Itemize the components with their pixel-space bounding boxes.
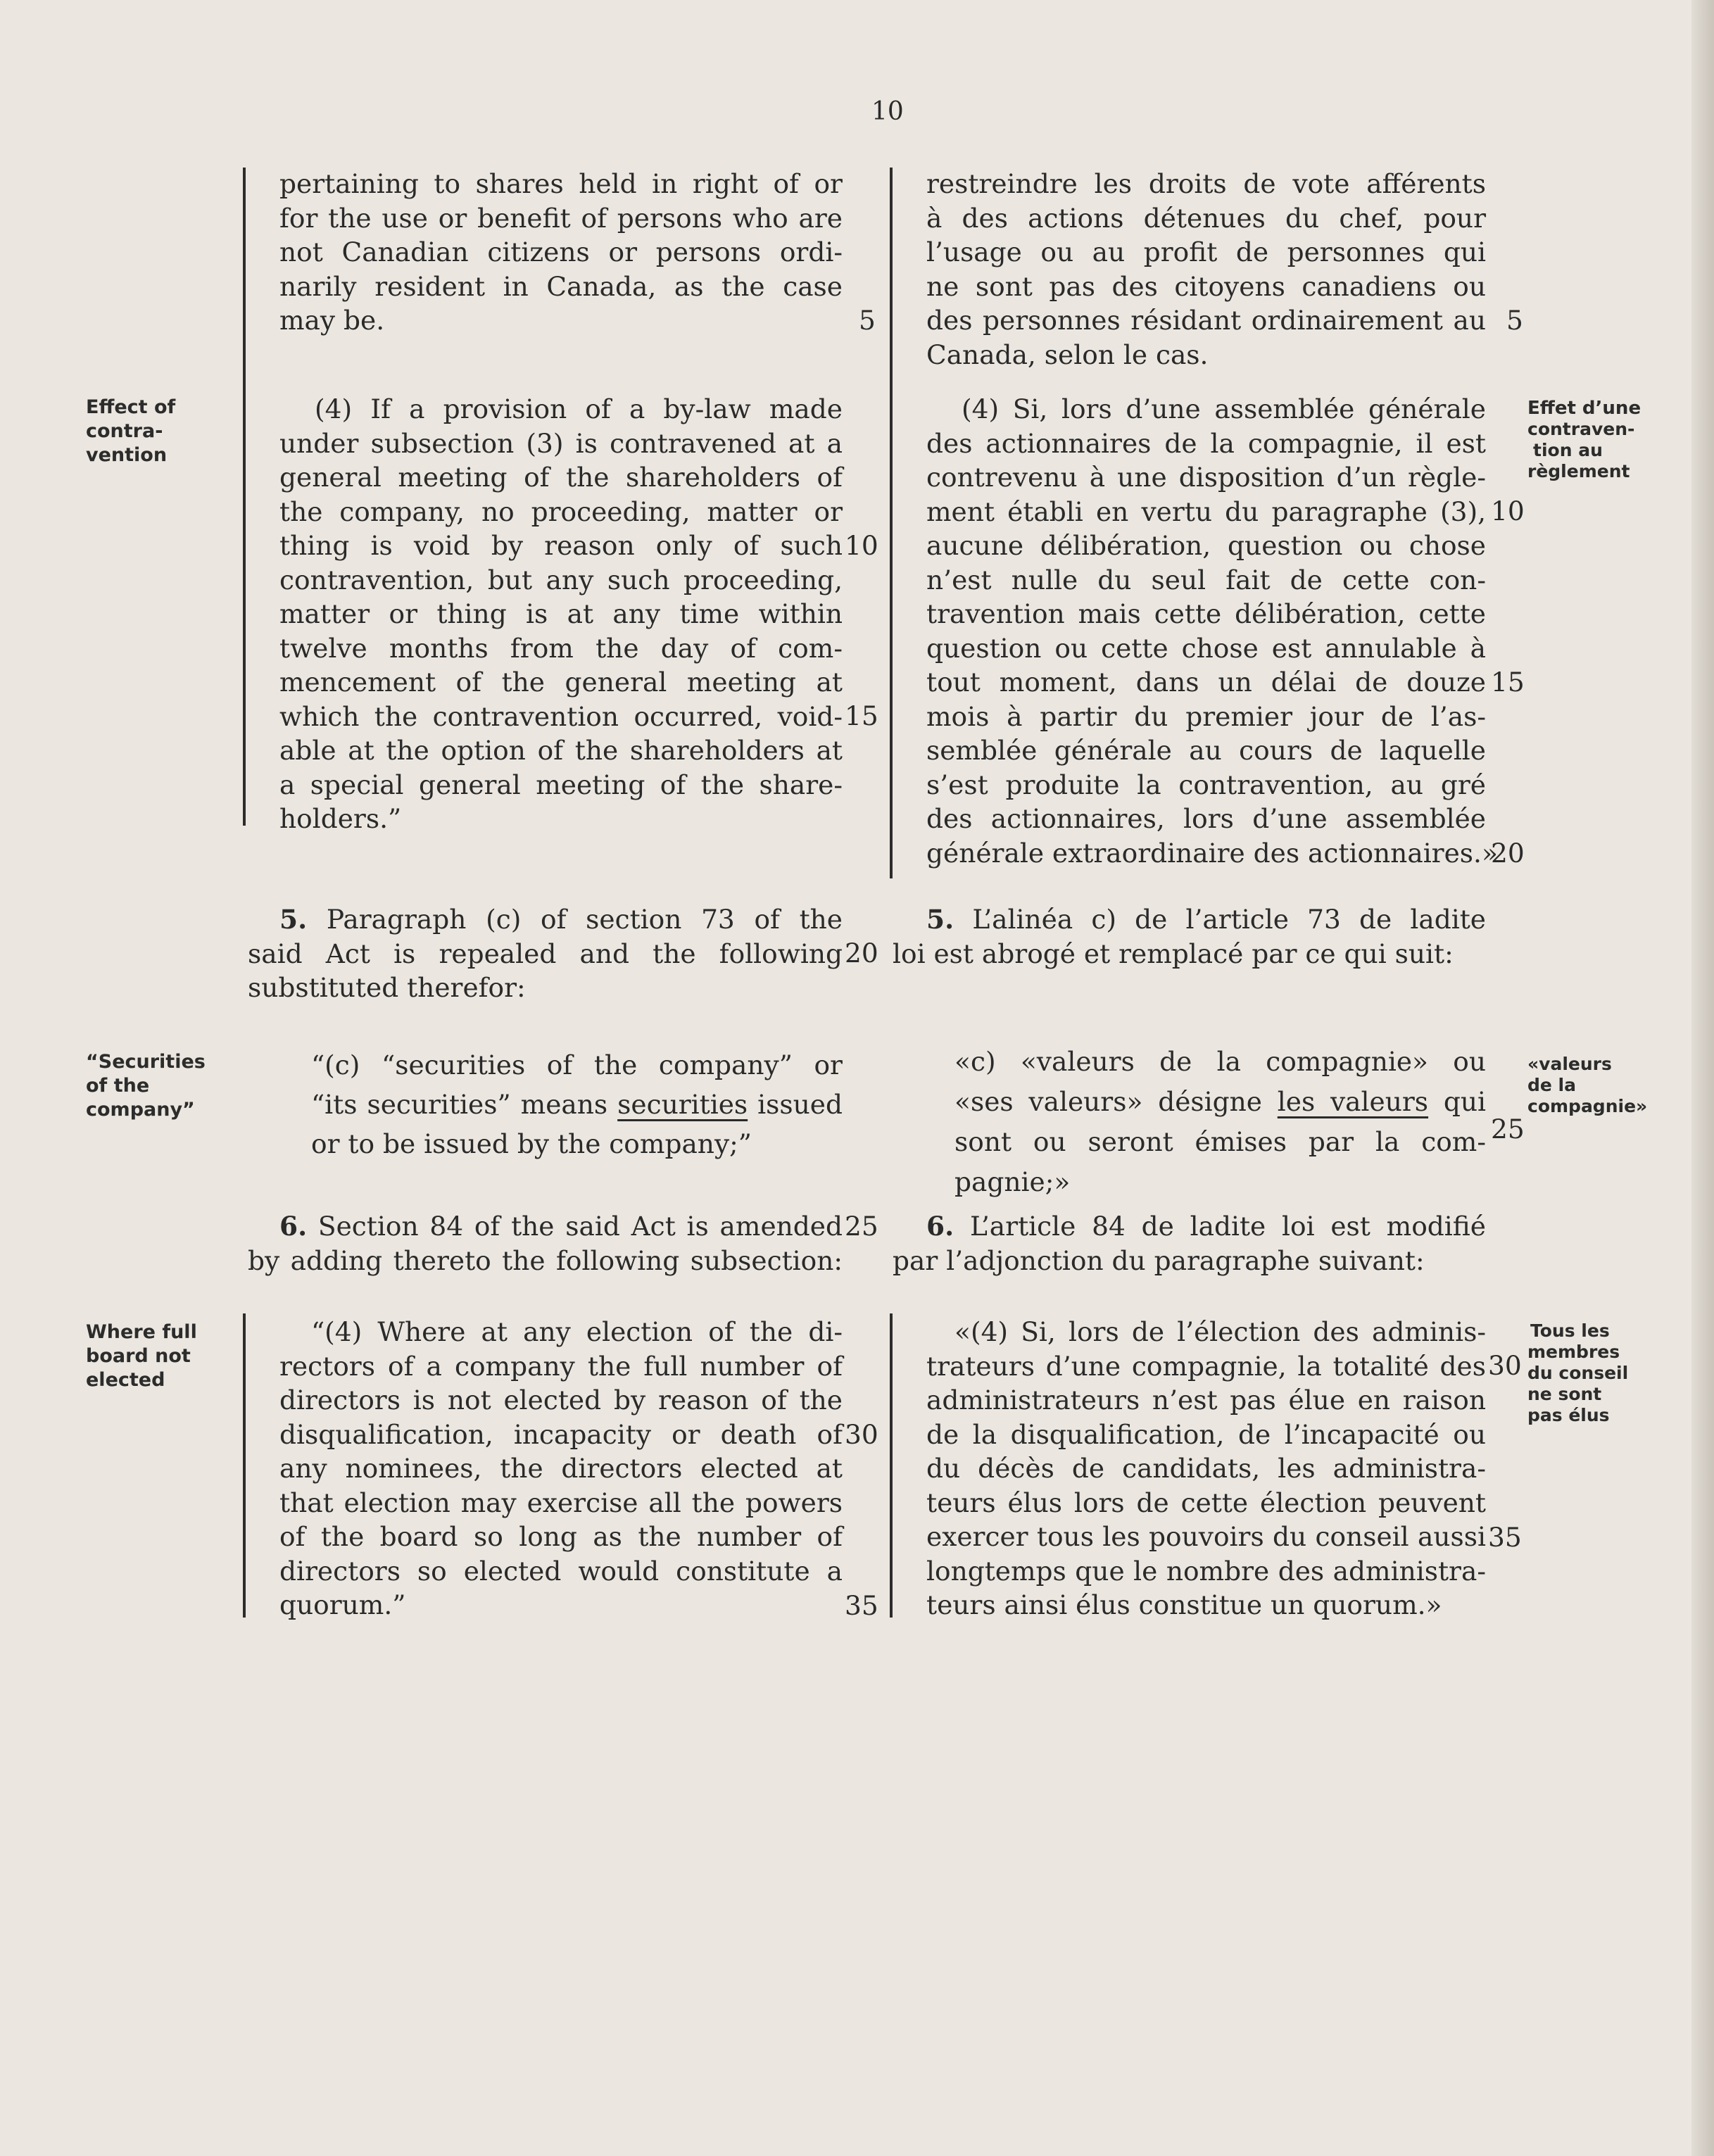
text-line: ment établi en vertu du paragraphe (3), xyxy=(926,496,1486,527)
line-number: 35 xyxy=(1488,1522,1522,1553)
line-number: 30 xyxy=(1488,1350,1522,1381)
text-line: thing is void by reason only of such xyxy=(279,530,843,561)
note-line: tion au xyxy=(1533,440,1603,460)
text-line: disqualification, incapacity or death of xyxy=(279,1418,843,1450)
note-line: compagnie» xyxy=(1527,1096,1648,1116)
text-line: may be. xyxy=(279,305,385,336)
page-edge-shadow xyxy=(1691,0,1714,2156)
revision-bar-en-2 xyxy=(243,1313,246,1618)
note-line: elected xyxy=(86,1369,165,1391)
revision-bar-fr-1 xyxy=(890,168,893,878)
text-line: pertaining to shares held in right of or xyxy=(279,168,843,199)
text-line: for the use or benefit of persons who are xyxy=(279,202,843,234)
margin-note-board-fr xyxy=(1527,1320,1628,1426)
text-line: tout moment, dans un délai de douze xyxy=(926,667,1486,698)
text-line: twelve months from the day of com- xyxy=(279,632,843,664)
text-line: Canada, selon le cas. xyxy=(926,339,1209,370)
text-line: du décès de candidats, les administra- xyxy=(926,1453,1486,1484)
text-line: general meeting of the shareholders of xyxy=(279,462,843,493)
text-line: aucune délibération, question ou chose xyxy=(926,530,1486,561)
note-line: Effect of xyxy=(86,396,176,418)
margin-note-board-en xyxy=(86,1320,197,1392)
text-line: sont ou seront émises par la com- xyxy=(954,1126,1486,1157)
note-line: de la xyxy=(1527,1075,1576,1095)
line-number: 20 xyxy=(1491,838,1525,869)
text-span: L’alinéa c) de l’article 73 de ladite xyxy=(972,904,1487,935)
text-line: restreindre les droits de vote afférents xyxy=(926,168,1486,199)
text-line: (4) Si, lors d’une assemblée générale xyxy=(962,393,1486,424)
english-paragraph-1 xyxy=(279,167,843,338)
line-number: 25 xyxy=(845,1211,878,1242)
text-line: narily resident in Canada, as the case xyxy=(279,270,843,302)
text-line: mois à partir du premier jour de l’as- xyxy=(926,700,1486,732)
note-line: vention xyxy=(86,444,168,466)
text-line: loi est abrogé et remplacé par ce qui suit: xyxy=(893,938,1454,969)
text-line: par l’adjonction du paragraphe suivant: xyxy=(893,1244,1425,1276)
text-line xyxy=(893,1209,1486,1244)
note-line: Tous les xyxy=(1530,1320,1610,1341)
french-subsection-4 xyxy=(926,392,1498,870)
text-line: s’est produite la contravention, au gré xyxy=(926,769,1486,800)
text-span: qui xyxy=(1443,1086,1487,1117)
line-number: 30 xyxy=(845,1419,878,1450)
text-line: longtemps que le nombre des administra- xyxy=(926,1555,1486,1587)
text-line: des actionnaires, lors d’une assemblée xyxy=(926,803,1486,834)
note-line: “Securities xyxy=(86,1051,206,1073)
note-line: contra- xyxy=(86,420,163,442)
text-line: administrateurs n’est pas élue en raison xyxy=(926,1385,1486,1416)
text-line: any nominees, the directors elected at xyxy=(279,1453,843,1484)
text-line: teurs ainsi élus constitue un quorum.» xyxy=(926,1589,1442,1620)
english-subsection-84-4 xyxy=(279,1315,843,1622)
margin-note-securities-en xyxy=(86,1050,206,1122)
note-line: ne sont xyxy=(1527,1384,1602,1404)
line-number: 20 xyxy=(845,938,878,969)
english-section-5 xyxy=(248,902,843,1005)
text-line xyxy=(279,1085,843,1124)
text-line: contrevenu à une disposition d’un règle- xyxy=(926,462,1486,493)
text-line: a special general meeting of the share- xyxy=(279,769,843,800)
text-line: under subsection (3) is contravened at a xyxy=(279,427,843,459)
line-number: 10 xyxy=(1491,496,1525,527)
text-line: able at the option of the shareholders at xyxy=(279,735,843,766)
english-definition-c xyxy=(279,1045,843,1164)
note-line: Effet d’une xyxy=(1527,398,1641,419)
text-line: or to be issued by the company;” xyxy=(311,1128,752,1159)
line-number: 5 xyxy=(859,305,876,336)
text-line: question ou cette chose est annulable à xyxy=(926,632,1486,664)
section-number: 5. xyxy=(279,904,308,935)
note-line: company” xyxy=(86,1099,195,1121)
text-line xyxy=(893,902,1486,937)
line-number: 25 xyxy=(1491,1114,1525,1145)
text-line xyxy=(248,902,843,937)
text-line: travention mais cette délibération, cette xyxy=(926,598,1486,629)
french-section-6 xyxy=(893,1209,1486,1278)
section-number: 6. xyxy=(279,1211,308,1242)
text-line: trateurs d’une compagnie, la totalité des xyxy=(926,1350,1486,1382)
text-line: l’usage ou au profit de personnes qui xyxy=(926,237,1486,267)
line-number: 5 xyxy=(1506,305,1523,336)
note-line: règlement xyxy=(1527,461,1630,481)
english-subsection-4 xyxy=(279,392,843,836)
text-line: matter or thing is at any time within xyxy=(279,598,843,629)
margin-note-effect-en xyxy=(86,396,175,467)
text-line: de la disqualification, de l’incapacité ou xyxy=(926,1418,1486,1450)
text-line: «c) «valeurs de la compagnie» ou xyxy=(954,1046,1486,1077)
text-line: said Act is repealed and the following xyxy=(248,938,843,969)
text-line: rectors of a company the full number of xyxy=(279,1350,843,1382)
text-line: quorum.” xyxy=(279,1589,406,1620)
text-line xyxy=(248,1209,843,1244)
revision-bar-en-1 xyxy=(243,168,246,826)
french-definition-c xyxy=(926,1042,1486,1202)
french-paragraph-1 xyxy=(926,167,1486,372)
text-line: générale extraordinaire des actionnaires.» xyxy=(926,837,1498,869)
text-line: mencement of the general meeting at xyxy=(279,667,843,698)
english-section-6 xyxy=(248,1209,843,1278)
underlined-term: les valeurs xyxy=(1277,1086,1429,1117)
text-line: that election may exercise all the powers xyxy=(279,1487,843,1518)
note-line: pas élus xyxy=(1527,1405,1610,1425)
note-line: «valeurs xyxy=(1527,1054,1612,1074)
line-number: 10 xyxy=(845,530,878,561)
text-line: contravention, but any such proceeding, xyxy=(279,564,843,595)
text-line: exercer tous les pouvoirs du conseil aussi xyxy=(926,1521,1486,1552)
french-subsection-84-4 xyxy=(926,1315,1486,1622)
text-line: directors is not elected by reason of the xyxy=(279,1385,843,1416)
text-line: substituted therefor: xyxy=(248,972,526,1003)
text-line: pagnie;» xyxy=(954,1166,1071,1197)
section-number: 6. xyxy=(926,1211,954,1242)
text-line: “(4) Where at any election of the di- xyxy=(311,1316,843,1347)
text-line: teurs élus lors de cette élection peuvent xyxy=(926,1487,1486,1518)
text-line: n’est nulle du seul fait de cette con- xyxy=(926,564,1486,595)
revision-bar-fr-2 xyxy=(890,1313,893,1618)
note-line: contraven- xyxy=(1527,419,1635,439)
text-span: issued xyxy=(757,1089,843,1120)
line-number: 15 xyxy=(845,700,878,731)
text-line: holders.” xyxy=(279,803,402,834)
text-line: à des actions détenues du chef, pour xyxy=(926,202,1486,234)
note-line: membres xyxy=(1527,1342,1620,1362)
text-line: ne sont pas des citoyens canadiens ou xyxy=(926,270,1486,302)
text-line: des actionnaires de la compagnie, il est xyxy=(926,427,1486,459)
line-number: 15 xyxy=(1491,667,1525,698)
underlined-term: securities xyxy=(617,1089,748,1120)
text-line: the company, no proceeding, matter or xyxy=(279,496,843,527)
text-span: Paragraph (c) of section 73 of the xyxy=(326,904,843,935)
text-line: «(4) Si, lors de l’élection des adminis- xyxy=(954,1316,1486,1347)
text-line: not Canadian citizens or persons ordi- xyxy=(279,237,843,267)
french-section-5 xyxy=(893,902,1486,971)
text-span: “its securities” means xyxy=(311,1089,608,1120)
text-line: which the contravention occurred, void- xyxy=(279,700,843,732)
note-line: du conseil xyxy=(1527,1363,1629,1383)
text-line: by adding thereto the following subsection: xyxy=(248,1244,843,1276)
section-number: 5. xyxy=(926,904,954,935)
text-span: Section 84 of the said Act is amended xyxy=(317,1211,843,1242)
text-line: “(c) “securities of the company” or xyxy=(311,1049,843,1080)
text-line: semblée générale au cours de laquelle xyxy=(926,735,1486,766)
text-line: directors so elected would constitute a xyxy=(279,1555,843,1587)
note-line: of the xyxy=(86,1075,150,1097)
text-line: (4) If a provision of a by-law made xyxy=(315,393,843,424)
text-span: «ses valeurs» désigne xyxy=(954,1086,1262,1117)
note-line: board not xyxy=(86,1345,191,1367)
text-line: des personnes résidant ordinairement au xyxy=(926,305,1486,336)
text-line xyxy=(926,1082,1486,1122)
margin-note-effect-fr xyxy=(1527,398,1641,482)
text-line: of the board so long as the number of xyxy=(279,1521,843,1552)
margin-note-securities-fr xyxy=(1527,1054,1647,1117)
text-span: L’article 84 de ladite loi est modifié xyxy=(969,1211,1486,1242)
line-number: 35 xyxy=(845,1590,878,1621)
note-line: Where full xyxy=(86,1321,197,1343)
page-number: 10 xyxy=(871,97,904,126)
